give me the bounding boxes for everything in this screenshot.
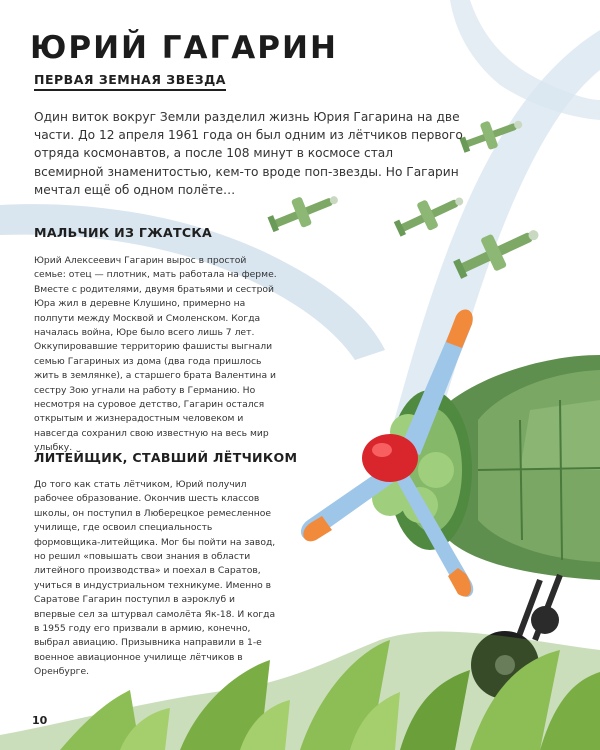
page-subtitle: ПЕРВАЯ ЗЕМНАЯ ЗВЕЗДА: [34, 72, 226, 91]
section-text-childhood: Юрий Алексеевич Гагарин вырос в простой семье: отец — плотник, мать работала на ферме. Вместе с родителями, двумя братьями и сестрой Юра жил в деревне Клушино, примерно на полпути между Москвой и Смоленском. Когда началась война, Юре было всего лишь 7 лет. Оккупировавшие территорию фашисты выгнали семью Гагариных из дома (два года пришлось жить в землянке), а старшего брата Валентина и сестру Зою угнали на работу в Германию. Но несмотря на суровое детство, Гагарин остался открытым и жизнерадостным человеком и навсегда сохранил свою известную на весь мир улыбку.: [34, 255, 277, 454]
section-heading-pilot: ЛИТЕЙЩИК, СТАВШИЙ ЛЁТЧИКОМ: [34, 450, 298, 465]
section-heading-childhood: МАЛЬЧИК ИЗ ГЖАТСКА: [34, 225, 213, 240]
section-text-pilot: До того как стать лётчиком, Юрий получил рабочее образование. Окончив шесть классов школы, он поступил в Люберецкое ремесленное училище, где освоил специальность формовщика-литейщика. Мог бы пойти на завод, но решил «повышать свои знания в области литейного производства» и поехал в Саратов, учиться в индустриальном техникуме. Именно в Саратове Гагарин поступил в аэроклуб и впервые сел за штурвал самолёта Як-18. И когда в 1955 году его призвали в армию, конечно, выбрал авиацию. Призывника направили в 1-е военное авиационное училище лётчиков в Оренбурге.: [34, 479, 276, 678]
lead-paragraph: Один виток вокруг Земли разделил жизнь Юрия Гагарина на две части. До 12 апреля 1961 года он был одним из лётчиков первого отряда космонавтов, а после 108 минут в космосе стал всемирной знаменитостью, кем-то вроде поп-звезды. Но Гагарин мечтал ещё об одном полёте…: [34, 110, 463, 197]
page-number: 10: [32, 714, 48, 727]
spinner-icon: [362, 434, 418, 482]
page-title: ЮРИЙ ГАГАРИН: [30, 30, 338, 66]
